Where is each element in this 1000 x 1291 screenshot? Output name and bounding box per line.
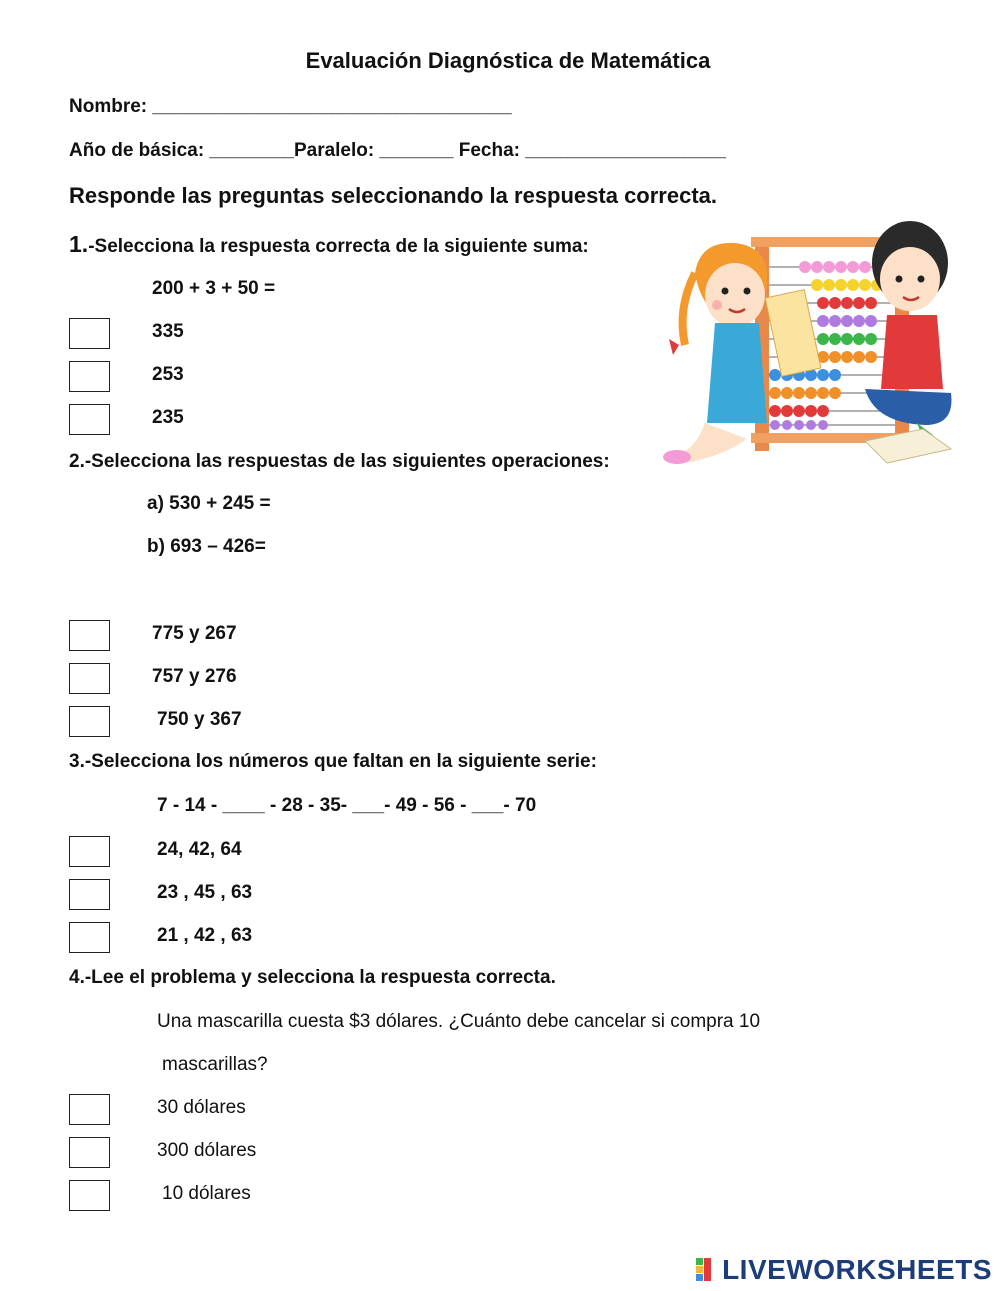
q1-option-1-label: 335 <box>152 321 184 342</box>
q4-option-3-checkbox[interactable] <box>69 1180 110 1211</box>
q1-prompt <box>69 231 589 258</box>
page-title: Evaluación Diagnóstica de Matemática <box>305 48 711 73</box>
q2-option-2-checkbox[interactable] <box>69 663 110 694</box>
q1-option-3-checkbox[interactable] <box>69 404 110 435</box>
q2-operation-b: b) 693 – 426= <box>147 536 266 557</box>
girl-figure <box>663 243 821 464</box>
q4-option-1-checkbox[interactable] <box>69 1094 110 1125</box>
q3-option-2-label: 23 , 45 , 63 <box>157 882 253 903</box>
q1-expression: 200 + 3 + 50 = <box>152 278 276 299</box>
q2-prompt: 2.-Selecciona las respuestas de las siguientes operaciones: <box>69 451 610 472</box>
q1-option-2-checkbox[interactable] <box>69 361 110 392</box>
q4-option-2-label: 300 dólares <box>157 1140 257 1161</box>
q3-option-2-checkbox[interactable] <box>69 879 110 910</box>
q2-option-2-label: 757 y 276 <box>152 666 237 687</box>
q3-option-1-checkbox[interactable] <box>69 836 110 867</box>
q1-option-2-label: 253 <box>152 364 184 385</box>
q2-operation-a: a) 530 + 245 = <box>147 493 271 514</box>
q4-option-2-checkbox[interactable] <box>69 1137 110 1168</box>
q2-option-3-checkbox[interactable] <box>69 706 110 737</box>
q4-option-3-label: 10 dólares <box>162 1183 251 1204</box>
q3-option-3-label: 21 , 42 , 63 <box>157 925 253 946</box>
q3-option-1-label: 24, 42, 64 <box>157 839 242 860</box>
q1-number: 1. <box>69 231 89 257</box>
q4-problem-line-1: Una mascarilla cuesta $3 dólares. ¿Cuánto debe cancelar si compra 10 <box>157 1011 761 1032</box>
q2-option-1-checkbox[interactable] <box>69 620 110 651</box>
name-line: Nombre: __________________________________ <box>69 96 512 117</box>
q1-text: -Selecciona la respuesta correcta de la siguiente suma: <box>88 236 589 257</box>
q2-option-1-label: 775 y 267 <box>152 623 237 644</box>
q4-problem-line-2: mascarillas? <box>162 1054 268 1075</box>
info-line: Año de básica: ________Paralelo: _______ Fecha: ___________________ <box>69 140 727 161</box>
q4-option-1-label: 30 dólares <box>157 1097 246 1118</box>
instructions: Responde las preguntas seleccionando la respuesta correcta. <box>69 183 718 208</box>
liveworksheets-logo-icon <box>696 1258 718 1282</box>
q4-prompt: 4.-Lee el problema y selecciona la respuesta correcta. <box>69 967 556 988</box>
q1-option-3-label: 235 <box>152 407 184 428</box>
children-abacus-illustration <box>655 213 955 493</box>
q3-option-3-checkbox[interactable] <box>69 922 110 953</box>
q1-option-1-checkbox[interactable] <box>69 318 110 349</box>
q2-option-3-label: 750 y 367 <box>157 709 242 730</box>
liveworksheets-brand: LIVEWORKSHEETS <box>722 1254 992 1285</box>
q3-prompt: 3.-Selecciona los números que faltan en la siguiente serie: <box>69 751 597 772</box>
q3-series: 7 - 14 - ____ - 28 - 35- ___- 49 - 56 - ___- 70 <box>157 795 537 816</box>
